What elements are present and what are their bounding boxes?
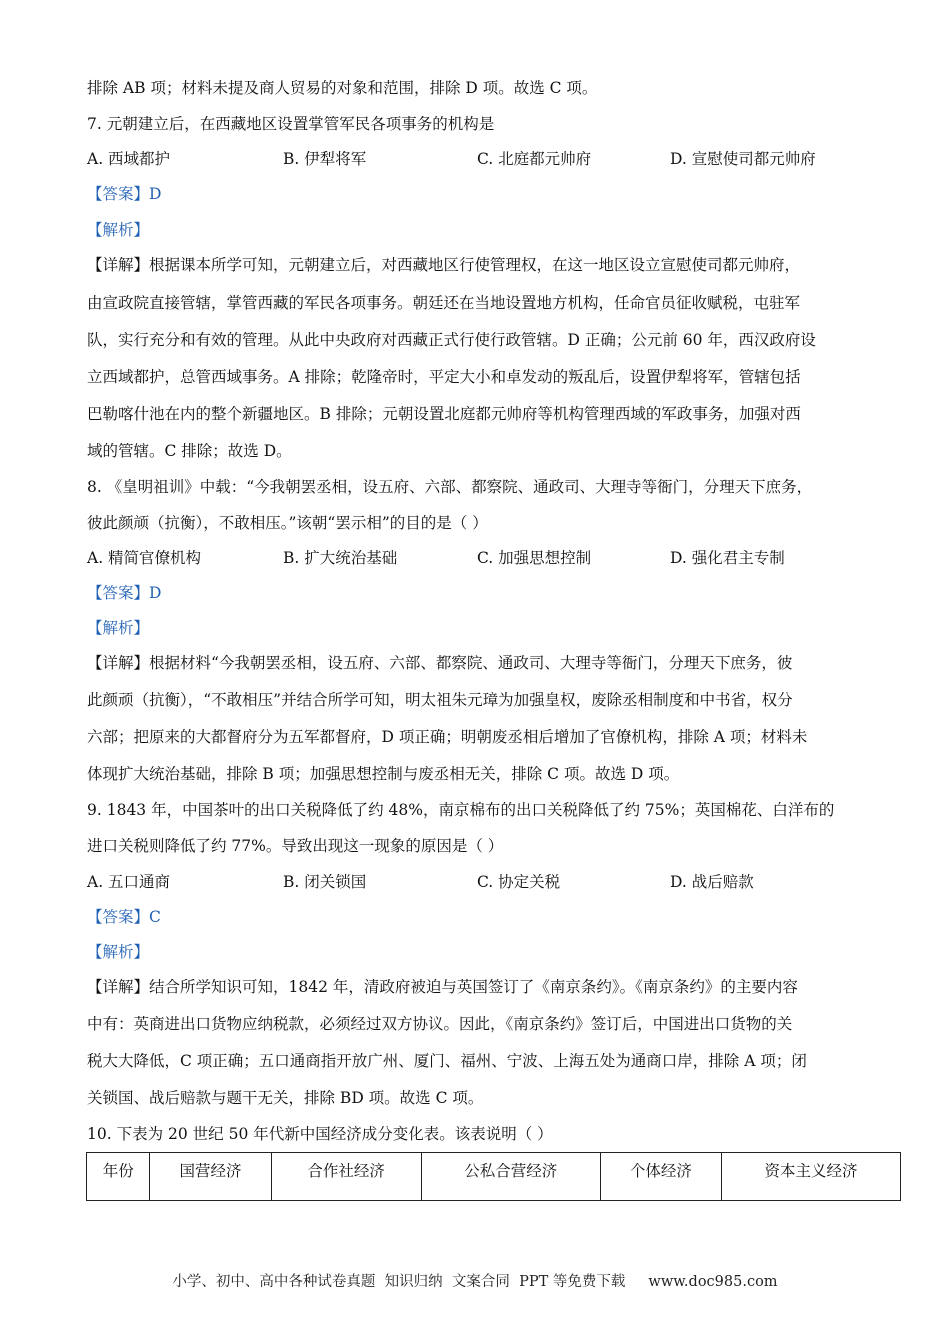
q7-option-d: D. 宣慰使司都元帅府 bbox=[670, 150, 816, 168]
table-header-cell: 资本主义经济 bbox=[721, 1153, 900, 1201]
q9-detail-line: 税大大降低，C 项正确；五口通商指开放广州、厦门、福州、宁波、上海五处为通商口岸，排除 A 项；闭 bbox=[87, 1052, 807, 1070]
q8-detail-line: 【详解】根据材料“今我朝罢丞相，设五府、六部、都察院、通政司、大理寺等衙门，分理天下庶务，彼 bbox=[87, 654, 793, 672]
question-7: 7. 元朝建立后，在西藏地区设置掌管军民各项事务的机构是 bbox=[87, 115, 495, 133]
q9-option-b: B. 闭关锁国 bbox=[283, 873, 367, 891]
table-header-cell: 合作社经济 bbox=[271, 1153, 421, 1201]
question-8-cont: 彼此颜颃（抗衡），不敢相压。”该朝“罢示相”的目的是（ ） bbox=[87, 514, 488, 532]
q8-answer: 【答案】D bbox=[87, 584, 162, 602]
q8-detail-line: 六部；把原来的大都督府分为五军都督府，D 项正确；明朝废丞相后增加了官僚机构，排除 A 项；材料未 bbox=[87, 728, 808, 746]
line-0: 排除 AB 项；材料未提及商人贸易的对象和范围，排除 D 项。故选 C 项。 bbox=[87, 79, 598, 97]
q7-option-c: C. 北庭都元帅府 bbox=[477, 150, 592, 168]
q9-detail-line: 关锁国、战后赔款与题干无关，排除 BD 项。故选 C 项。 bbox=[87, 1089, 484, 1107]
q9-option-d: D. 战后赔款 bbox=[670, 873, 754, 891]
q7-detail-line: 巴勒喀什池在内的整个新疆地区。B 排除；元朝设置北庭都元帅府等机构管理西域的军政事务，加强对西 bbox=[87, 405, 801, 423]
q8-option-a: A. 精简官僚机构 bbox=[87, 549, 202, 567]
q7-option-b: B. 伊犁将军 bbox=[283, 150, 367, 168]
q9-detail-line: 【详解】结合所学知识可知，1842 年，清政府被迫与英国签订了《南京条约》。《南京条约》的主要内容 bbox=[87, 978, 798, 996]
q7-options bbox=[87, 147, 877, 169]
table-header-row bbox=[87, 1153, 901, 1201]
q8-analysis-label: 【解析】 bbox=[87, 619, 150, 637]
table-header-cell: 公私合营经济 bbox=[421, 1153, 600, 1201]
economy-table bbox=[86, 1152, 901, 1201]
question-10: 10. 下表为 20 世纪 50 年代新中国经济成分变化表。该表说明（ ） bbox=[87, 1125, 553, 1143]
table-header-cell: 个体经济 bbox=[600, 1153, 721, 1201]
q8-options bbox=[87, 546, 877, 568]
q7-detail-line: 【详解】根据课本所学可知，元朝建立后，对西藏地区行使管理权，在这一地区设立宣慰使司都元帅府， bbox=[87, 256, 801, 274]
q8-detail-line: 体现扩大统治基础，排除 B 项；加强思想控制与废丞相无关，排除 C 项。故选 D 项。 bbox=[87, 765, 680, 783]
question-8: 8. 《皇明祖训》中载：“今我朝罢丞相，设五府、六部、都察院、通政司、大理寺等衙门，分理天下庶务， bbox=[87, 478, 813, 496]
q9-answer: 【答案】C bbox=[87, 908, 161, 926]
q8-option-d: D. 强化君主专制 bbox=[670, 549, 785, 567]
q7-answer: 【答案】D bbox=[87, 185, 162, 203]
q7-detail-line: 域的管辖。C 排除；故选 D。 bbox=[87, 442, 292, 460]
q9-option-a: A. 五口通商 bbox=[87, 873, 171, 891]
q9-option-c: C. 协定关税 bbox=[477, 873, 561, 891]
q8-option-b: B. 扩大统治基础 bbox=[283, 549, 398, 567]
q7-detail-line: 由宣政院直接管辖，掌管西藏的军民各项事务。朝廷还在当地设置地方机构，任命官员征收赋税，屯驻军 bbox=[87, 294, 801, 312]
table-header-cell: 年份 bbox=[87, 1153, 150, 1201]
question-9: 9. 1843 年，中国茶叶的出口关税降低了约 48%，南京棉布的出口关税降低了约 75%；英国棉花、白洋布的 bbox=[87, 801, 835, 819]
q7-analysis-label: 【解析】 bbox=[87, 221, 150, 239]
q8-detail-line: 此颜顽（抗衡），“不敢相压”并结合所学可知，明太祖朱元璋为加强皇权，废除丞相制度和中书省，权分 bbox=[87, 691, 793, 709]
q9-analysis-label: 【解析】 bbox=[87, 943, 150, 961]
q9-detail-line: 中有：英商进出口货物应纳税款，必须经过双方协议。因此，《南京条约》签订后，中国进出口货物的关 bbox=[87, 1015, 793, 1033]
q7-option-a: A. 西域都护 bbox=[87, 150, 171, 168]
q7-detail-line: 队，实行充分和有效的管理。从此中央政府对西藏正式行使行政管辖。D 正确；公元前 60 年，西汉政府设 bbox=[87, 331, 816, 349]
q7-detail-line: 立西域都护，总管西域事务。A 排除；乾隆帝时，平定大小和卓发动的叛乱后，设置伊犁将军，管辖包括 bbox=[87, 368, 801, 386]
question-9-cont: 进口关税则降低了约 77%。导致出现这一现象的原因是（ ） bbox=[87, 837, 504, 855]
page-footer: 小学、初中、高中各种试卷真题 知识归纳 文案合同 PPT 等免费下载 www.doc985.com bbox=[172, 1274, 778, 1290]
q8-option-c: C. 加强思想控制 bbox=[477, 549, 592, 567]
q9-options bbox=[87, 870, 877, 892]
table-header-cell: 国营经济 bbox=[150, 1153, 271, 1201]
